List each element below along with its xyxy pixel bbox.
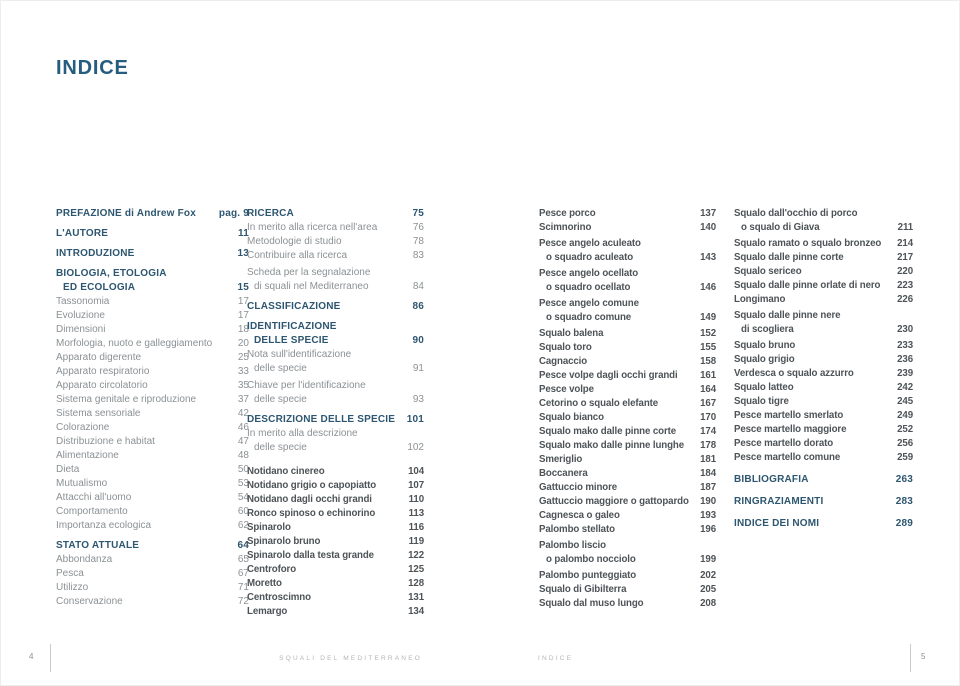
toc-entry: [539, 439, 716, 453]
toc-entry-label: Chiave per l'identificazione: [247, 380, 366, 391]
toc-entry-page: 283: [895, 496, 913, 507]
toc-entry: [56, 365, 249, 379]
toc-entry: [539, 453, 716, 467]
toc-entry-label: Notidano grigio o capopiatto: [247, 480, 377, 491]
right-page-number: 5: [921, 652, 926, 661]
toc-entry: [539, 397, 716, 411]
toc-entry: [734, 265, 913, 279]
toc-entry: [247, 549, 424, 563]
toc-entry-label: Sistema sensoriale: [56, 408, 141, 419]
toc-entry-page: 239: [897, 368, 913, 379]
toc-entry: [734, 309, 913, 337]
toc-entry-page: 205: [700, 584, 716, 595]
toc-entry-page: 184: [700, 468, 716, 479]
toc-entry-page: pag. 9: [218, 208, 249, 219]
toc-entry: [539, 237, 716, 265]
toc-entry: [56, 463, 249, 477]
toc-entry-page: 93: [412, 394, 424, 405]
toc-entry: [734, 423, 913, 437]
toc-entry-label: Spinarolo dalla testa grande: [247, 550, 374, 561]
toc-entry-page: 155: [700, 342, 716, 353]
toc-entry-page: 104: [408, 466, 424, 477]
toc-entry-label: Squalo mako dalle pinne corte: [539, 426, 677, 437]
toc-entry-page: 152: [700, 328, 716, 339]
toc-entry-page: 252: [897, 424, 913, 435]
toc-column-3: [539, 207, 716, 611]
toc-entry-page: 140: [700, 222, 716, 233]
toc-entry-page: 167: [700, 398, 716, 409]
toc-entry-page: 193: [700, 510, 716, 521]
toc-entry-label: Squalo balena: [539, 328, 604, 339]
toc-entry-label: Pesca: [56, 568, 84, 579]
toc-entry: [56, 323, 249, 337]
toc-entry: [56, 267, 249, 295]
toc-entry-label: Distribuzione e habitat: [56, 436, 155, 447]
toc-entry-page: 196: [700, 524, 716, 535]
toc-entry-page: 75: [412, 208, 424, 219]
toc-column-4: [734, 207, 913, 531]
toc-entry-page: 181: [700, 454, 716, 465]
toc-entry-page: 46: [237, 422, 249, 433]
toc-entry-page: 146: [700, 282, 716, 293]
toc-entry-page: 84: [412, 281, 424, 292]
toc-entry-page: 233: [897, 340, 913, 351]
toc-entry-label: Apparato digerente: [56, 352, 142, 363]
toc-entry-label: Nota sull'identificazione: [247, 349, 352, 360]
toc-entry-label: BIOLOGIA, ETOLOGIA: [56, 268, 167, 279]
toc-entry: [56, 539, 249, 553]
toc-entry-label: L'AUTORE: [56, 228, 109, 239]
toc-entry: [56, 295, 249, 309]
toc-entry-page: 107: [408, 480, 424, 491]
toc-entry: [539, 327, 716, 341]
toc-entry-label: Verdesca o squalo azzurro: [734, 368, 854, 379]
toc-entry-page: 83: [412, 250, 424, 261]
toc-entry-label: Abbondanza: [56, 554, 113, 565]
toc-entry: [56, 379, 249, 393]
toc-entry: [247, 535, 424, 549]
toc-entry-label: Pesce martello dorato: [734, 438, 834, 449]
toc-entry: [247, 479, 424, 493]
toc-entry-label: Centroforo: [247, 564, 297, 575]
toc-entry-page: 72: [237, 596, 249, 607]
toc-entry-label: Apparato respiratorio: [56, 366, 150, 377]
toc-entry-label: Pesce porco: [539, 208, 596, 219]
toc-entry-label: Boccanera: [539, 468, 588, 479]
toc-entry: [539, 411, 716, 425]
toc-entry-page: 90: [412, 335, 424, 346]
toc-entry: [56, 393, 249, 407]
toc-entry: [539, 509, 716, 523]
toc-entry-label: Longimano: [734, 294, 786, 305]
toc-entry-label: Scimnorino: [539, 222, 592, 233]
toc-entry: [247, 465, 424, 479]
toc-entry-label: Pesce angelo aculeato: [539, 238, 641, 249]
toc-entry-page: 17: [237, 296, 249, 307]
toc-entry-label: PREFAZIONE di Andrew Fox: [56, 208, 196, 219]
toc-entry-page: 18: [237, 324, 249, 335]
toc-entry-page: 178: [700, 440, 716, 451]
toc-entry-page: 214: [897, 238, 913, 249]
toc-entry: [734, 473, 913, 487]
toc-entry-page: 64: [237, 540, 249, 551]
toc-entry: [56, 477, 249, 491]
toc-entry-page: 116: [408, 522, 424, 533]
toc-entry: [247, 591, 424, 605]
toc-entry: [56, 337, 249, 351]
toc-entry-label: In merito alla descrizione: [247, 428, 358, 439]
footer-separator-right: [910, 644, 911, 672]
toc-entry: [247, 563, 424, 577]
toc-entry-page: 259: [897, 452, 913, 463]
toc-entry: [247, 266, 424, 294]
toc-entry-label: Comportamento: [56, 506, 128, 517]
toc-entry-label: Pesce angelo comune: [539, 298, 639, 309]
toc-entry-label: RICERCA: [247, 208, 294, 219]
toc-entry-page: 134: [408, 606, 424, 617]
toc-entry: [539, 267, 716, 295]
toc-entry-page: 102: [407, 442, 424, 453]
toc-entry-page: 223: [897, 280, 913, 291]
toc-entry-label: Squalo ramato o squalo bronzeo: [734, 238, 882, 249]
toc-entry: [56, 435, 249, 449]
toc-entry-page: 249: [897, 410, 913, 421]
toc-entry-label: Squalo bruno: [734, 340, 796, 351]
toc-entry-page: 122: [408, 550, 424, 561]
toc-entry-label: Squalo dalle pinne orlate di nero: [734, 280, 881, 291]
toc-entry-page: 42: [237, 408, 249, 419]
toc-entry-label: Gattuccio maggiore o gattopardo: [539, 496, 689, 507]
toc-entry: [56, 227, 249, 241]
toc-entry: [539, 297, 716, 325]
toc-entry: [247, 320, 424, 348]
toc-entry-label: DESCRIZIONE DELLE SPECIE: [247, 414, 396, 425]
toc-entry: [56, 581, 249, 595]
toc-entry-page: 76: [412, 222, 424, 233]
toc-entry-label: Pesce martello maggiore: [734, 424, 847, 435]
toc-entry-page: 170: [700, 412, 716, 423]
toc-entry-page: 149: [700, 312, 716, 323]
toc-entry-label: Pesce martello comune: [734, 452, 841, 463]
toc-entry: [734, 451, 913, 465]
toc-entry-page: 37: [237, 394, 249, 405]
toc-entry-label: Tassonomia: [56, 296, 110, 307]
toc-entry-label: Evoluzione: [56, 310, 105, 321]
toc-entry-label: Colorazione: [56, 422, 110, 433]
toc-entry-page: 86: [412, 301, 424, 312]
toc-entry-page: 33: [237, 366, 249, 377]
toc-entry-label: CLASSIFICAZIONE: [247, 301, 341, 312]
toc-entry-label: Cagnesca o galeo: [539, 510, 620, 521]
toc-entry-page: 47: [237, 436, 249, 447]
toc-entry: [539, 481, 716, 495]
toc-entry-page: 137: [700, 208, 716, 219]
toc-entry-page: 199: [700, 554, 716, 565]
toc-entry: [539, 467, 716, 481]
toc-entry: [247, 605, 424, 619]
toc-entry: [56, 421, 249, 435]
toc-entry: [247, 427, 424, 455]
toc-entry: [539, 425, 716, 439]
toc-entry: [56, 407, 249, 421]
toc-entry-label: Squalo toro: [539, 342, 592, 353]
toc-entry: [247, 493, 424, 507]
toc-entry: [247, 577, 424, 591]
toc-entry-label: Cetorino o squalo elefante: [539, 398, 659, 409]
toc-entry-label: Spinarolo bruno: [247, 536, 321, 547]
toc-entry: [734, 381, 913, 395]
toc-entry-page: 289: [895, 518, 913, 529]
toc-entry: [247, 235, 424, 249]
toc-entry-page: 53: [237, 478, 249, 489]
toc-entry-label: Pesce volpe dagli occhi grandi: [539, 370, 678, 381]
toc-entry-label: Centroscimno: [247, 592, 311, 603]
toc-entry-page: 245: [897, 396, 913, 407]
toc-entry-label: delle specie: [254, 442, 307, 453]
toc-entry-page: 230: [897, 324, 913, 335]
toc-entry-label: ED ECOLOGIA: [63, 282, 136, 293]
toc-entry-label: In merito alla ricerca nell'area: [247, 222, 378, 233]
toc-entry: [539, 207, 716, 221]
toc-entry: [56, 519, 249, 533]
toc-entry: [56, 351, 249, 365]
toc-entry-label: Gattuccio minore: [539, 482, 618, 493]
toc-entry-label: Notidano cinereo: [247, 466, 325, 477]
toc-entry-label: Notidano dagli occhi grandi: [247, 494, 372, 505]
toc-entry: [56, 247, 249, 261]
toc-entry-page: 236: [897, 354, 913, 365]
toc-entry-label: INTRODUZIONE: [56, 248, 135, 259]
toc-entry: [56, 449, 249, 463]
toc-entry: [539, 383, 716, 397]
toc-entry-page: 217: [897, 252, 913, 263]
toc-entry: [56, 309, 249, 323]
toc-entry: [247, 249, 424, 263]
toc-entry-label: Palombo punteggiato: [539, 570, 637, 581]
toc-entry-label: Squalo dalle pinne nere: [734, 310, 841, 321]
toc-entry-label: Squalo sericeo: [734, 266, 802, 277]
toc-entry-page: 11: [238, 228, 249, 239]
toc-entry-label: Contribuire alla ricerca: [247, 250, 348, 261]
toc-entry-page: 226: [897, 294, 913, 305]
toc-entry: [539, 369, 716, 383]
toc-entry-page: 60: [237, 506, 249, 517]
toc-entry-label: Dieta: [56, 464, 80, 475]
toc-entry: [539, 523, 716, 537]
toc-entry-label: Moretto: [247, 578, 282, 589]
toc-entry-label: Dimensioni: [56, 324, 106, 335]
toc-entry: [56, 207, 249, 221]
toc-entry-label: Palombo liscio: [539, 540, 606, 551]
toc-entry-page: 174: [700, 426, 716, 437]
toc-entry-label: di squali nel Mediterraneo: [254, 281, 369, 292]
toc-entry: [734, 339, 913, 353]
toc-entry-label: delle specie: [254, 394, 307, 405]
toc-entry-label: o squalo di Giava: [741, 222, 820, 233]
toc-entry-label: Pesce volpe: [539, 384, 594, 395]
toc-entry-page: 113: [408, 508, 424, 519]
toc-entry-page: 15: [237, 282, 249, 293]
toc-entry-label: Smeriglio: [539, 454, 583, 465]
toc-entry: [539, 539, 716, 567]
toc-entry-label: Attacchi all'uomo: [56, 492, 132, 503]
toc-entry-label: Lemargo: [247, 606, 288, 617]
toc-entry-label: Squalo bianco: [539, 412, 604, 423]
toc-entry-label: DELLE SPECIE: [254, 335, 329, 346]
toc-entry-label: Squalo dal muso lungo: [539, 598, 644, 609]
toc-entry: [56, 567, 249, 581]
toc-entry: [734, 293, 913, 307]
toc-entry-page: 101: [406, 414, 424, 425]
toc-entry-page: 187: [700, 482, 716, 493]
toc-entry-page: 208: [700, 598, 716, 609]
toc-entry: [247, 348, 424, 376]
toc-entry: [247, 300, 424, 314]
toc-entry: [56, 553, 249, 567]
toc-entry: [539, 221, 716, 235]
toc-entry: [56, 505, 249, 519]
toc-entry: [56, 491, 249, 505]
toc-entry-label: o palombo nocciolo: [546, 554, 636, 565]
toc-entry-label: Spinarolo: [247, 522, 291, 533]
toc-entry-page: 190: [700, 496, 716, 507]
right-running-title: INDICE: [538, 655, 574, 662]
toc-entry-page: 110: [408, 494, 424, 505]
toc-entry: [734, 207, 913, 235]
toc-entry: [247, 521, 424, 535]
toc-entry: [539, 597, 716, 611]
toc-entry-page: 143: [700, 252, 716, 263]
toc-entry-page: 25: [237, 352, 249, 363]
toc-entry-label: BIBLIOGRAFIA: [734, 474, 809, 485]
toc-entry-page: 131: [408, 592, 424, 603]
toc-entry-page: 50: [237, 464, 249, 475]
toc-entry: [539, 341, 716, 355]
toc-entry-page: 263: [895, 474, 913, 485]
toc-entry-page: 91: [412, 363, 424, 374]
toc-entry: [247, 507, 424, 521]
toc-entry: [734, 517, 913, 531]
toc-entry-label: Squalo mako dalle pinne lunghe: [539, 440, 685, 451]
toc-entry-label: INDICE DEI NOMI: [734, 518, 820, 529]
toc-entry-page: 48: [237, 450, 249, 461]
toc-entry: [247, 221, 424, 235]
toc-entry-label: Utilizzo: [56, 582, 89, 593]
toc-entry-label: Sistema genitale e riproduzione: [56, 394, 197, 405]
toc-entry-label: Metodologie di studio: [247, 236, 342, 247]
toc-entry-label: Squalo dall'occhio di porco: [734, 208, 858, 219]
toc-entry-page: 128: [408, 578, 424, 589]
toc-entry-page: 202: [700, 570, 716, 581]
toc-entry-label: IDENTIFICAZIONE: [247, 321, 337, 332]
toc-entry-label: Squalo dalle pinne corte: [734, 252, 844, 263]
toc-entry-label: Cagnaccio: [539, 356, 588, 367]
toc-entry-page: 65: [237, 554, 249, 565]
left-running-title: SQUALI DEL MEDITERRANEO: [279, 655, 422, 662]
toc-entry-label: Conservazione: [56, 596, 123, 607]
toc-entry-page: 62: [237, 520, 249, 531]
toc-entry-label: Alimentazione: [56, 450, 119, 461]
toc-entry-page: 242: [897, 382, 913, 393]
toc-entry-label: Scheda per la segnalazione: [247, 267, 371, 278]
toc-entry-label: Squalo latteo: [734, 382, 794, 393]
toc-entry-label: Pesce martello smerlato: [734, 410, 844, 421]
toc-entry-label: Ronco spinoso o echinorino: [247, 508, 376, 519]
toc-entry-label: o squadro comune: [546, 312, 632, 323]
toc-entry: [734, 353, 913, 367]
left-page-number: 4: [29, 652, 34, 661]
toc-entry: [734, 251, 913, 265]
toc-entry-label: RINGRAZIAMENTI: [734, 496, 824, 507]
toc-entry-label: o squadro ocellato: [546, 282, 631, 293]
toc-entry-page: 119: [408, 536, 424, 547]
toc-entry-label: Mutualismo: [56, 478, 108, 489]
toc-column-1: [56, 207, 249, 609]
toc-entry-page: 78: [412, 236, 424, 247]
toc-entry-label: Apparato circolatorio: [56, 380, 148, 391]
toc-entry-page: 158: [700, 356, 716, 367]
toc-entry-page: 125: [408, 564, 424, 575]
toc-entry-page: 35: [237, 380, 249, 391]
toc-entry: [247, 207, 424, 221]
toc-entry: [539, 495, 716, 509]
toc-entry-label: Pesce angelo ocellato: [539, 268, 639, 279]
toc-entry: [539, 355, 716, 369]
toc-entry: [734, 237, 913, 251]
toc-entry-page: 164: [700, 384, 716, 395]
toc-entry-label: delle specie: [254, 363, 307, 374]
toc-entry: [539, 569, 716, 583]
toc-entry: [734, 395, 913, 409]
toc-entry-label: Importanza ecologica: [56, 520, 152, 531]
toc-entry: [734, 279, 913, 293]
toc-entry-label: Squalo di Gibilterra: [539, 584, 627, 595]
toc-entry-page: 161: [700, 370, 716, 381]
toc-entry-page: 17: [237, 310, 249, 321]
toc-entry-page: 20: [237, 338, 249, 349]
toc-entry-page: 67: [237, 568, 249, 579]
toc-entry: [734, 495, 913, 509]
toc-entry-label: Squalo tigre: [734, 396, 789, 407]
toc-entry: [734, 367, 913, 381]
toc-entry: [247, 413, 424, 427]
toc-entry-label: Squalo grigio: [734, 354, 795, 365]
page-title: INDICE: [56, 57, 129, 79]
footer-separator-left: [50, 644, 51, 672]
toc-entry-label: STATO ATTUALE: [56, 540, 140, 551]
toc-entry: [734, 437, 913, 451]
toc-entry-label: o squadro aculeato: [546, 252, 634, 263]
toc-entry-page: 54: [237, 492, 249, 503]
toc-entry-page: 13: [237, 248, 249, 259]
toc-entry-page: 71: [237, 582, 249, 593]
toc-entry: [247, 379, 424, 407]
toc-entry: [734, 409, 913, 423]
toc-entry-page: 220: [897, 266, 913, 277]
toc-entry-page: 211: [897, 222, 913, 233]
toc-column-2: [247, 207, 424, 619]
toc-entry-label: Palombo stellato: [539, 524, 615, 535]
toc-entry-label: Morfologia, nuoto e galleggiamento: [56, 338, 213, 349]
toc-entry: [56, 595, 249, 609]
toc-entry-page: 256: [897, 438, 913, 449]
toc-entry-label: di scogliera: [741, 324, 794, 335]
toc-entry: [539, 583, 716, 597]
